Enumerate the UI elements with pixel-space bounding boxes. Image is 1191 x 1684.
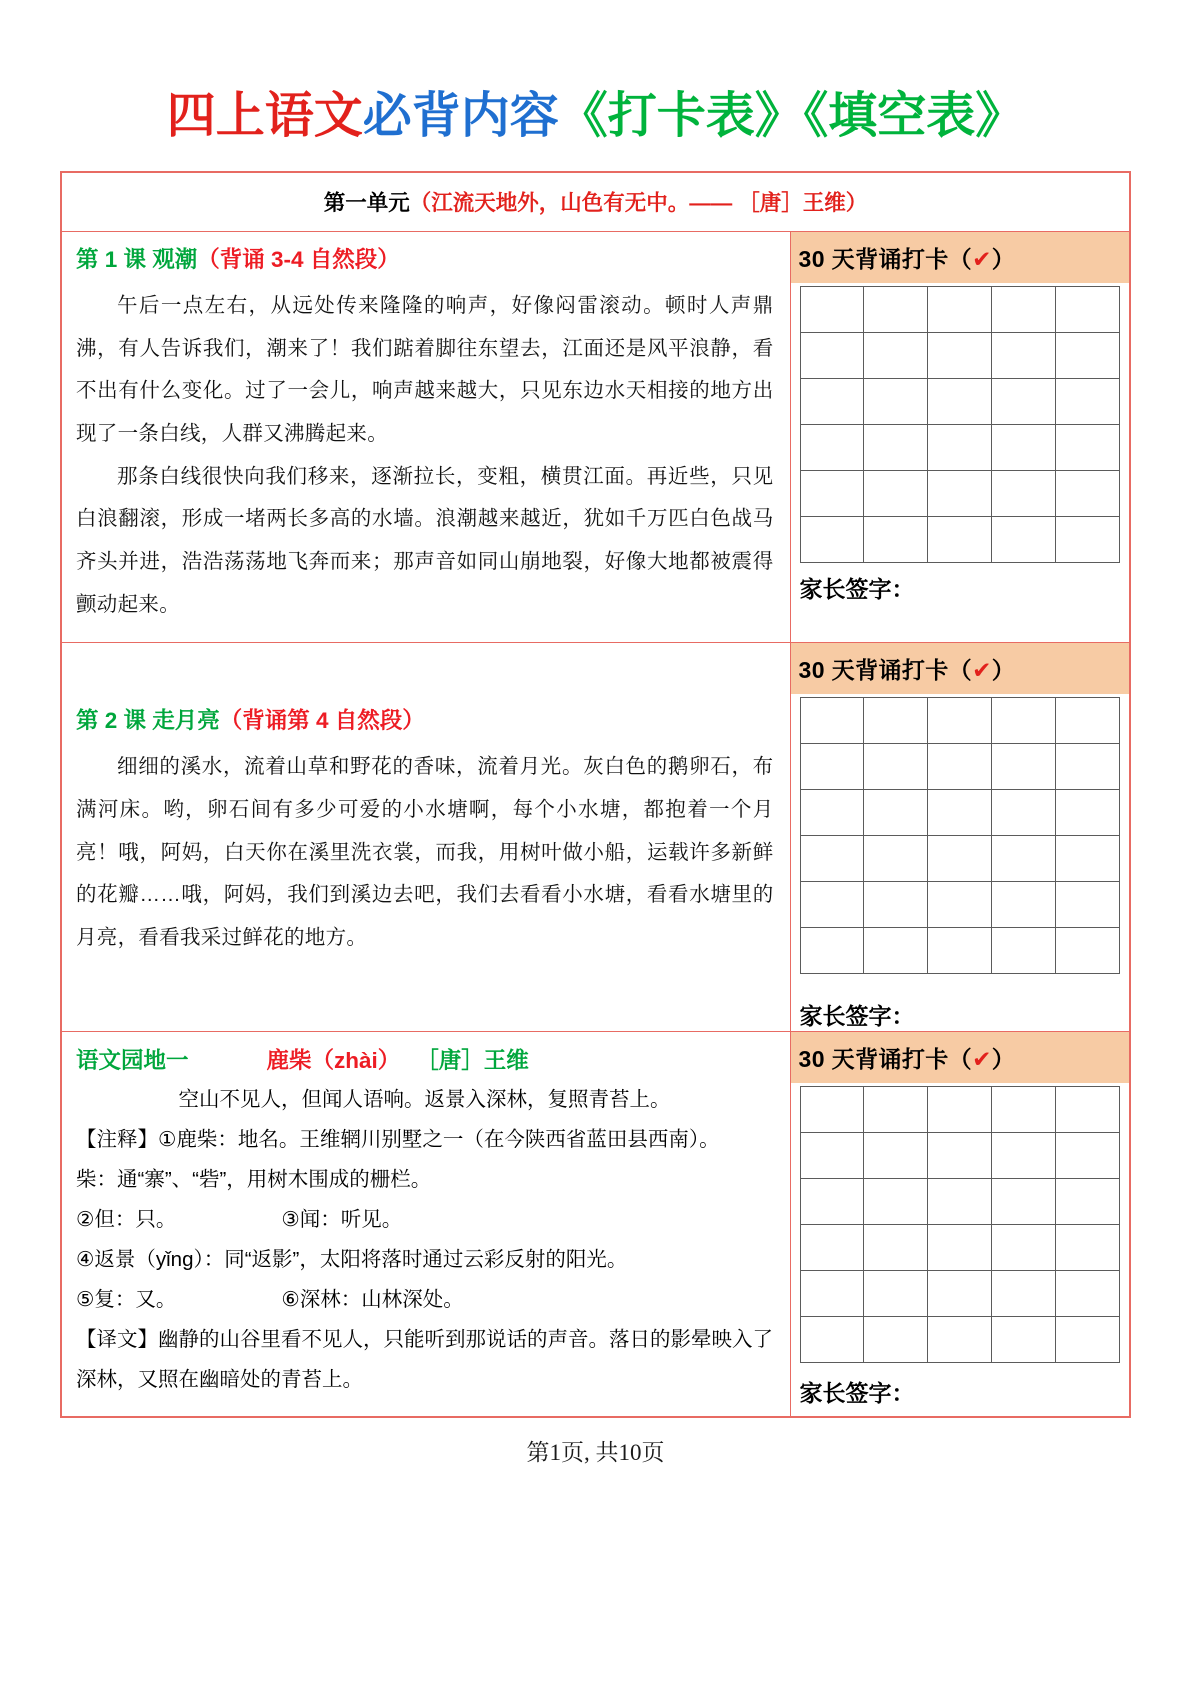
punchcard-header-close: ） — [991, 246, 1016, 272]
punch-cell[interactable] — [1056, 1225, 1120, 1271]
table-row — [800, 1087, 1120, 1133]
punchcard-grid[interactable] — [800, 697, 1121, 974]
punch-cell[interactable] — [992, 790, 1056, 836]
punch-cell[interactable] — [992, 379, 1056, 425]
lesson-1-requirement: （背诵 3-4 自然段） — [197, 247, 400, 272]
punch-cell[interactable] — [864, 517, 928, 563]
punch-cell[interactable] — [1056, 1087, 1120, 1133]
lesson-1-title: 第 1 课 观潮 — [76, 247, 198, 272]
punch-cell[interactable] — [800, 1179, 864, 1225]
punch-cell[interactable] — [928, 744, 992, 790]
garden-punchcard-cell — [790, 1032, 1130, 1418]
punch-cell[interactable] — [1056, 1179, 1120, 1225]
unit-header-cell — [61, 172, 1130, 232]
punch-cell[interactable] — [1056, 1317, 1120, 1363]
table-row — [800, 1179, 1120, 1225]
poem-body: 空山不见人，但闻人语响。返景入深林，复照青苔上。 — [178, 1088, 671, 1112]
table-row — [800, 425, 1120, 471]
lesson-1-punchcard-cell — [790, 232, 1130, 643]
punch-cell[interactable] — [864, 882, 928, 928]
punchcard-grid[interactable] — [800, 286, 1121, 563]
lesson-1-heading — [76, 246, 774, 274]
table-row — [61, 232, 1130, 643]
punch-cell[interactable] — [1056, 379, 1120, 425]
punch-cell[interactable] — [800, 836, 864, 882]
punch-cell[interactable] — [928, 790, 992, 836]
parent-signature-label[interactable]: 家长签字： — [799, 1380, 915, 1407]
punch-cell[interactable] — [864, 744, 928, 790]
punch-cell[interactable] — [800, 928, 864, 974]
punch-cell[interactable] — [864, 1317, 928, 1363]
punch-cell[interactable] — [1056, 517, 1120, 563]
paragraph: 那条白线很快向我们移来，逐渐拉长，变粗，横贯江面。再近些，只见白浪翻滚，形成一堵两长多高的水墙。浪潮越来越近，犹如千万匹白色战马齐头并进，浩浩荡荡地飞奔而来；那声音如同山崩地裂，好像大地都被震得颤动起来。 — [76, 464, 774, 616]
title-part-tables: 《打卡表》《填空表》 — [558, 89, 1025, 143]
punch-cell[interactable] — [992, 882, 1056, 928]
punch-cell[interactable] — [928, 1133, 992, 1179]
punch-cell[interactable] — [1056, 1133, 1120, 1179]
poem-note: 柴：通“寨”、“砦”，用树木围成的栅栏。 — [76, 1168, 432, 1192]
punch-cell[interactable] — [992, 1225, 1056, 1271]
poem-note: 【注释】①鹿柴：地名。王维辋川别墅之一（在今陕西省蓝田县西南）。 — [76, 1128, 720, 1152]
table-row — [800, 379, 1120, 425]
table-row — [800, 1225, 1120, 1271]
punch-cell[interactable] — [992, 1317, 1056, 1363]
punch-cell[interactable] — [992, 471, 1056, 517]
punch-cell[interactable] — [800, 287, 864, 333]
table-row — [800, 517, 1120, 563]
lesson-2-heading — [76, 707, 774, 735]
punch-cell[interactable] — [864, 836, 928, 882]
table-row — [800, 790, 1120, 836]
punch-cell[interactable] — [864, 333, 928, 379]
punch-cell[interactable] — [928, 882, 992, 928]
table-row — [800, 744, 1120, 790]
punch-cell[interactable] — [928, 1087, 992, 1133]
punch-cell[interactable] — [992, 744, 1056, 790]
check-icon: ✔ — [972, 657, 992, 684]
poem-title: 鹿柴（zhài） — [266, 1048, 401, 1074]
table-row — [61, 643, 1130, 1032]
punch-cell[interactable] — [864, 1225, 928, 1271]
punch-cell[interactable] — [992, 1271, 1056, 1317]
punchcard-header-label: 30 天背诵打卡（ — [798, 1046, 973, 1073]
table-row — [800, 698, 1120, 744]
punch-cell[interactable] — [1056, 882, 1120, 928]
punchcard-header-close: ） — [991, 657, 1016, 684]
punch-cell[interactable] — [992, 836, 1056, 882]
lesson-1-body — [76, 285, 774, 626]
punch-cell[interactable] — [864, 1133, 928, 1179]
table-row — [800, 1317, 1120, 1363]
punch-cell[interactable] — [800, 882, 864, 928]
punch-cell[interactable] — [992, 425, 1056, 471]
table-row — [800, 333, 1120, 379]
punchcard-header-label: 30 天背诵打卡（ — [798, 657, 973, 684]
punch-cell[interactable] — [864, 698, 928, 744]
punch-cell[interactable] — [800, 1271, 864, 1317]
poem-note-pair — [76, 1240, 774, 1280]
punchcard-header — [791, 232, 1130, 283]
punch-cell[interactable] — [800, 333, 864, 379]
garden-label: 语文园地一 — [76, 1048, 189, 1074]
punch-cell[interactable] — [1056, 471, 1120, 517]
lesson-2-body — [76, 746, 774, 959]
note-right: ⑥深林：山林深处。 — [281, 1288, 464, 1312]
punch-cell[interactable] — [864, 425, 928, 471]
punch-cell[interactable] — [928, 333, 992, 379]
check-icon: ✔ — [972, 246, 992, 272]
table-row — [800, 1133, 1120, 1179]
title-part-content: 必背内容 — [362, 89, 559, 143]
poem-author: ［唐］王维 — [416, 1048, 529, 1074]
punch-cell[interactable] — [992, 517, 1056, 563]
poem-translation: 【译文】幽静的山谷里看不见人，只能听到那说话的声音。落日的影晕映入了深林，又照在幽暗处的青苔上。 — [76, 1328, 773, 1392]
punch-cell[interactable] — [928, 1271, 992, 1317]
garden-heading — [76, 1046, 774, 1075]
check-icon: ✔ — [972, 1046, 992, 1073]
punch-cell[interactable] — [1056, 287, 1120, 333]
table-row — [800, 471, 1120, 517]
punch-cell[interactable] — [928, 287, 992, 333]
paragraph: 午后一点左右，从远处传来隆隆的响声，好像闷雷滚动。顿时人声鼎沸，有人告诉我们，潮来了！我们踮着脚往东望去，江面还是风平浪静，看不出有什么变化。过了一会儿，响声越来越大，只见东边水天相接的地方出现了一条白线，人群又沸腾起来。 — [76, 294, 774, 445]
worksheet-table — [60, 171, 1131, 1418]
punch-cell[interactable] — [864, 379, 928, 425]
poem-note-pair — [76, 1280, 774, 1320]
parent-signature-label[interactable]: 家长签字： — [799, 1003, 915, 1030]
table-row — [800, 928, 1120, 974]
punch-cell[interactable] — [1056, 790, 1120, 836]
punch-cell[interactable] — [928, 1225, 992, 1271]
punchcard-header-close: ） — [991, 1046, 1016, 1073]
punch-cell[interactable] — [992, 698, 1056, 744]
punch-cell[interactable] — [992, 287, 1056, 333]
garden-text-cell — [61, 1032, 790, 1418]
table-row — [800, 836, 1120, 882]
punch-cell[interactable] — [1056, 698, 1120, 744]
punch-cell[interactable] — [800, 517, 864, 563]
unit-header-row — [61, 172, 1130, 232]
unit-quote: （江流天地外，山色有无中。—— ［唐］王维） — [409, 191, 868, 215]
punch-cell[interactable] — [928, 1317, 992, 1363]
punch-cell[interactable] — [928, 471, 992, 517]
paragraph: 细细的溪水，流着山草和野花的香味，流着月光。灰白色的鹅卵石，布满河床。哟，卵石间有多少可爱的小水塘啊，每个小水塘，都抱着一个月亮！哦，阿妈，白天你在溪里洗衣裳，而我，用树叶做小船，运载许多新鲜的花瓣……哦，阿妈，我们到溪边去吧，我们去看看小水塘，看看水塘里的月亮，看看我采过鲜花的地方。 — [76, 755, 774, 949]
punch-cell[interactable] — [800, 1225, 864, 1271]
punch-cell[interactable] — [1056, 425, 1120, 471]
page-footer: 第1页, 共10页 — [526, 1440, 665, 1466]
punch-cell[interactable] — [928, 1179, 992, 1225]
note-left: ④返景（yǐng）：同“返影”，太阳将落时通过云彩反射的阳光。 — [76, 1248, 628, 1272]
lesson-2-requirement: （背诵第 4 自然段） — [219, 708, 425, 734]
punchcard-header — [791, 643, 1130, 694]
punch-cell[interactable] — [1056, 928, 1120, 974]
punch-cell[interactable] — [864, 928, 928, 974]
punch-cell[interactable] — [864, 1087, 928, 1133]
note-right: ③闻：听见。 — [281, 1208, 403, 1232]
punch-cell[interactable] — [992, 1133, 1056, 1179]
punch-cell[interactable] — [800, 744, 864, 790]
table-row — [61, 1032, 1130, 1418]
punch-cell[interactable] — [928, 517, 992, 563]
punch-cell[interactable] — [800, 1133, 864, 1179]
punch-cell[interactable] — [992, 1179, 1056, 1225]
punch-cell[interactable] — [864, 471, 928, 517]
punch-cell[interactable] — [928, 425, 992, 471]
lesson-1-text-cell — [61, 232, 790, 643]
title-part-subject: 四上语文 — [166, 89, 363, 143]
punch-cell[interactable] — [800, 425, 864, 471]
punch-cell[interactable] — [800, 379, 864, 425]
punch-cell[interactable] — [992, 928, 1056, 974]
punch-cell[interactable] — [992, 1087, 1056, 1133]
punch-cell[interactable] — [1056, 333, 1120, 379]
punchcard-grid[interactable] — [800, 1086, 1121, 1363]
table-row — [800, 1271, 1120, 1317]
punch-cell[interactable] — [1056, 836, 1120, 882]
lesson-2-text-cell — [61, 643, 790, 1032]
parent-signature-label[interactable]: 家长签字： — [799, 576, 915, 602]
punch-cell[interactable] — [864, 1271, 928, 1317]
lesson-2-title: 第 2 课 走月亮 — [76, 708, 220, 734]
punch-cell[interactable] — [1056, 744, 1120, 790]
punch-cell[interactable] — [928, 928, 992, 974]
punch-cell[interactable] — [800, 471, 864, 517]
punch-cell[interactable] — [928, 836, 992, 882]
unit-name: 第一单元 — [323, 191, 410, 215]
punch-cell[interactable] — [928, 698, 992, 744]
punch-cell[interactable] — [800, 1087, 864, 1133]
punch-cell[interactable] — [864, 287, 928, 333]
punchcard-header-label: 30 天背诵打卡（ — [798, 246, 973, 272]
note-left: ⑤复：又。 — [76, 1288, 177, 1312]
lesson-2-punchcard-cell — [790, 643, 1130, 1032]
table-row — [800, 287, 1120, 333]
table-row — [800, 882, 1120, 928]
punch-cell[interactable] — [800, 790, 864, 836]
note-left: ②但：只。 — [76, 1208, 177, 1232]
punch-cell[interactable] — [992, 333, 1056, 379]
punch-cell[interactable] — [864, 1179, 928, 1225]
punch-cell[interactable] — [1056, 1271, 1120, 1317]
poem-note-pair — [76, 1200, 774, 1240]
punch-cell[interactable] — [800, 698, 864, 744]
punch-cell[interactable] — [864, 790, 928, 836]
page-title — [60, 0, 1131, 171]
punch-cell[interactable] — [800, 1317, 864, 1363]
punch-cell[interactable] — [928, 379, 992, 425]
punchcard-header — [791, 1032, 1130, 1083]
